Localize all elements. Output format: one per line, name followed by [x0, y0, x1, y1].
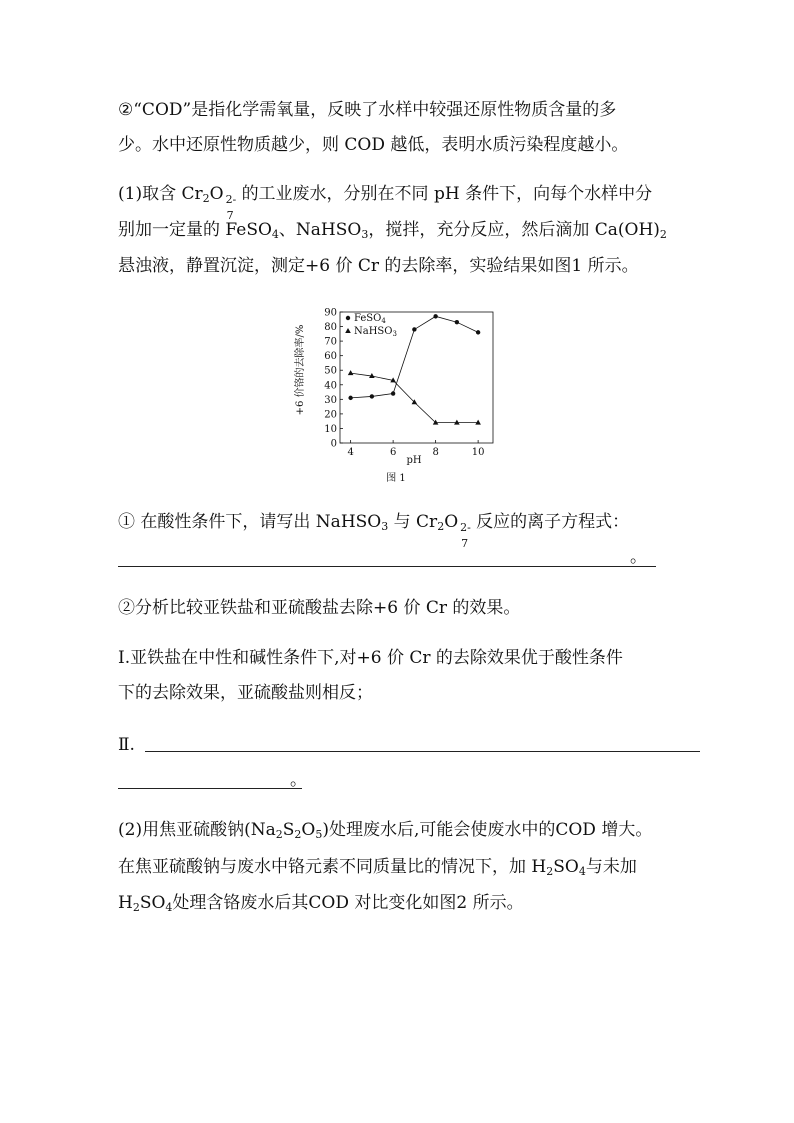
data-point-feso4	[348, 396, 352, 400]
question-1-line-2: 别加一定量的 FeSO$_4$、NaHSO$_3$，搅拌，充分反应，然后滴加 $Ca(OH)_2$	[118, 220, 667, 241]
legend-label: FeSO$_4$	[354, 313, 386, 325]
y-tick-label: 20	[324, 409, 337, 421]
answer-blank-2a[interactable]	[145, 751, 700, 752]
x-axis-label: pH	[406, 455, 422, 466]
legend-marker-circle	[346, 316, 350, 320]
data-point-feso4	[412, 327, 416, 331]
answer-blank-1[interactable]	[118, 566, 656, 567]
data-point-nahso3	[454, 420, 460, 425]
question-2-line-1: (2)用焦亚硫酸钠$(Na_2S_2O_5)$处理废水后,可能会使废水中的COD 增大。	[118, 820, 653, 841]
data-point-nahso3	[348, 370, 354, 375]
answer-2-period: 。	[290, 770, 307, 790]
legend-marker-triangle	[345, 328, 351, 333]
y-axis-label: +6 价铬的去除率/%	[295, 324, 306, 416]
figure-caption: 图 1	[386, 473, 406, 484]
point-i-line-2: 下的去除效果，亚硫酸盐则相反；	[118, 683, 373, 703]
question-2-line-3: $H_2SO_4$处理含铬废水后其COD 对比变化如图2 所示。	[118, 893, 524, 914]
answer-blank-2b[interactable]	[118, 788, 302, 789]
y-tick-label: 10	[324, 423, 337, 435]
y-tick-label: 30	[324, 394, 337, 406]
point-ii-label: Ⅱ.	[118, 735, 135, 755]
data-point-feso4	[391, 391, 395, 395]
y-tick-label: 50	[324, 365, 337, 377]
point-i-line-1: Ⅰ.亚铁盐在中性和碱性条件下,对+6 价 Cr 的去除效果优于酸性条件	[118, 648, 623, 668]
y-tick-label: 40	[324, 380, 337, 392]
cod-explanation-text: 少。水中还原性物质越少，则 COD 越低，表明水质污染程度越小。	[118, 135, 629, 155]
question-1-line-3: 悬浊液，静置沉淀，测定+6 价 Cr 的去除率，实验结果如图1 所示。	[118, 256, 639, 276]
x-tick-label: 6	[389, 447, 397, 458]
legend-label: NaHSO$_3$	[354, 326, 397, 338]
question-2-line-2: 在焦亚硫酸钠与废水中铬元素不同质量比的情况下，加 $H_2SO_4$与未加	[118, 857, 637, 878]
y-tick-label: 60	[324, 351, 337, 363]
x-tick-label: 4	[347, 447, 354, 458]
data-point-feso4	[455, 320, 459, 324]
y-tick-label: 70	[324, 336, 337, 348]
data-point-feso4	[476, 330, 480, 334]
subquestion-2-line: ②分析比较亚铁盐和亚硫酸盐去除+6 价 Cr 的效果。	[118, 598, 521, 618]
x-tick-label: 8	[432, 447, 439, 458]
y-tick-label: 0	[330, 438, 337, 450]
data-point-feso4	[433, 314, 437, 318]
text-line-1	[118, 98, 616, 122]
series-line-1	[351, 373, 479, 422]
answer-1-period: 。	[630, 547, 647, 567]
x-tick-label: 10	[471, 447, 485, 458]
subquestion-1-line: ① 在酸性条件下，请写出 NaHSO$_3$ 与 $Cr_2O$ 2- 7 反应的离子方程式：	[118, 512, 630, 550]
y-tick-label: 80	[324, 322, 337, 334]
data-point-nahso3	[475, 420, 481, 425]
y-tick-label: 90	[324, 307, 337, 319]
text-line-2	[118, 133, 628, 157]
data-point-feso4	[370, 394, 374, 398]
cod-definition-text: ②“COD”是指化学需氧量，反映了水样中较强还原性物质含量的多	[118, 100, 617, 120]
figure-1-chart	[290, 300, 510, 490]
question-1-line-1: (1)取含 $Cr_2O$ 2- 7 的工业废水，分别在不同 pH 条件下，向每个水样中分	[118, 184, 653, 222]
